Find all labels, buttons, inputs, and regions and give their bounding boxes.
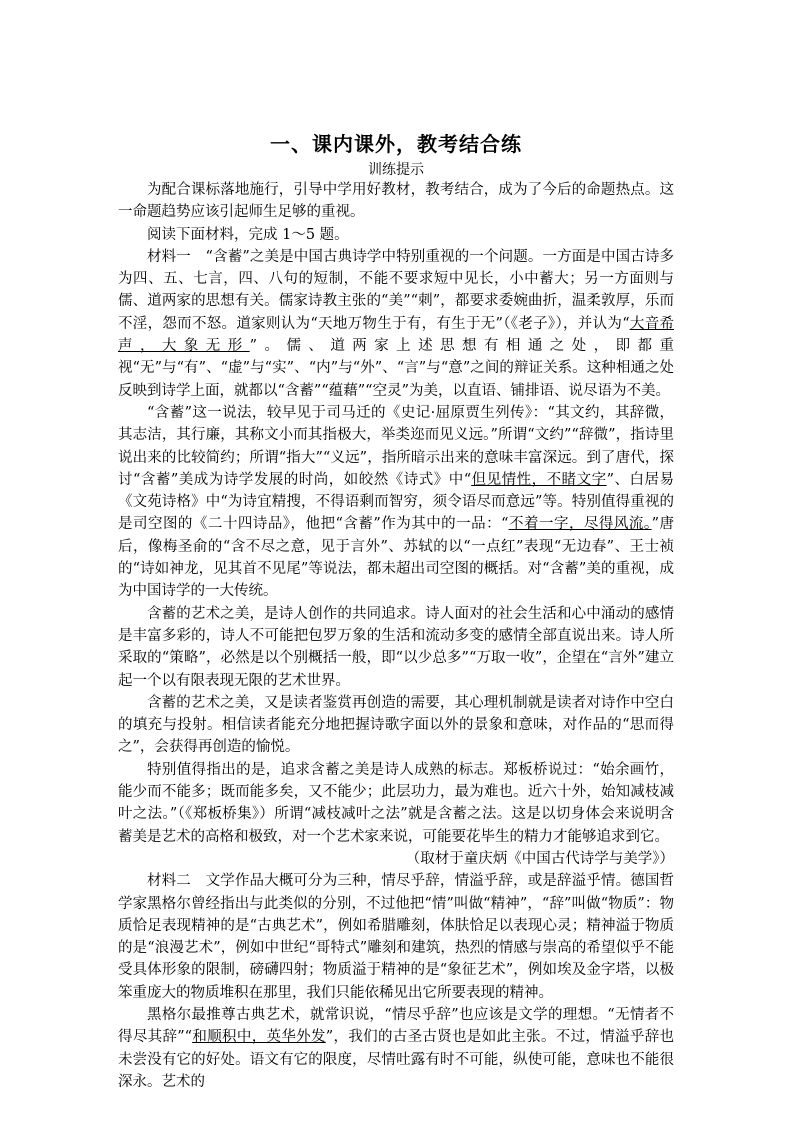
underlined-quote: 不着一字，尽得风流。: [508, 516, 652, 533]
intro-paragraph: 为配合课标落地施行，引导中学用好教材，教考结合，成为了今后的命题热点。这一命题趋势应该引起师生足够的重视。: [118, 182, 674, 221]
text-run: ”、白居易《文苑诗格》中“为诗宜精搜，不得语剩而智穷，须令语尽而意远”等。特别值得重视的是司空图的《二十四诗品》，他把“含蓄”作为其中的一品：“: [118, 471, 675, 533]
document-body: [118, 179, 674, 1093]
text-run: ”唐后，像梅圣俞的“含不尽之意，见于言外”、苏轼的以“一点红”表现“无边春”、王士祯的“诗如神龙，见其首不见尾”等说法，都未超出司空图的概括。对“含蓄”美的重视，成为中国诗学的一大传统。: [118, 516, 674, 600]
instruction-paragraph: 阅读下面材料，完成 1～5 题。: [147, 226, 349, 243]
document-page: [118, 0, 674, 1123]
underlined-quote: 和顺积中，英华外发: [192, 1029, 326, 1046]
underlined-quote: 但见情性，不睹文字: [471, 471, 607, 488]
text-run: ”。儒、道两家上述思想有相通之处，即都重视“无”与“有”、“虚”与“实”、“内”与“外”、“言”与“意”之间的辩证关系。这种相通之处反映到诗学上面，就都以“含蓄”“蕴藉”“空灵”为美，以直语、铺排语、说尽语为不美。: [118, 338, 675, 399]
text-run: “含蓄”这一说法，较早见于司马迁的《史记·屈原贾生列传》：“其文约，其辞微，其志洁，其行廉，其称文小而其指极大，举类迩而见义远。”所谓“文约”“辞微”，指诗里说出来的比较简约；所谓“指大”“义远”，指所暗示出来的意味丰富深远。到了唐代，探讨“含蓄”美成为诗学发展的时尚，如皎然《诗式》中“: [118, 404, 674, 488]
material-one-paragraph-2: [118, 402, 674, 603]
material-two-paragraph-1: 材料二 文学作品大概可分为三种，情尽乎辞，情溢乎辞，或是辞溢乎情。德国哲学家黑格尔曾经指出与此类似的分别，不过他把“情”叫做“精神”，“辞”叫做“物质”：物质恰足表现精神的是“古典艺术”，例如希腊雕刻，体肤恰足以表现心灵；精神溢于物质的是“浪漫艺术”，例如中世纪“哥特式”雕刻和建筑，热烈的情感与崇高的希望似乎不能受具体形象的限制，磅礴四射；物质溢于精神的是“象征艺术”，例如埃及金字塔，以极笨重庞大的物质堆积在那里，我们只能依稀见出它所要表现的精神。: [118, 873, 674, 1001]
material-one-paragraph-5: 特别值得指出的是，追求含蓄之美是诗人成熟的标志。郑板桥说过：“始余画竹，能少而不能多；既而能多矣，又不能少；此层功力，最为难也。近六十外，始知减枝减叶之法。”（《郑板桥集》）所谓“减枝减叶之法”就是含蓄之法。这是以切身体会来说明含蓄美是艺术的高格和极致，对一个艺术家来说，可能要花毕生的精力才能够追求到它。: [118, 761, 674, 845]
text-run: ”，我们的古圣古贤也是如此主张。不过，情溢乎辞也未尝没有它的好处。语文有它的限度，尽情吐露有时不可能，纵使可能，意味也不能很深永。艺术的: [118, 1029, 675, 1090]
material-two-paragraph-2: [118, 1004, 674, 1093]
underlined-quote: 大音希声，大象无形: [118, 315, 674, 355]
text-run: 黑格尔最推尊古典艺术，就常识说，“情尽乎辞”也应该是文学的理想。“无情者不得尽其辞”“: [118, 1006, 674, 1046]
page-title: 一、课内课外，教考结合练: [270, 132, 522, 156]
material-one-paragraph-3: 含蓄的艺术之美，是诗人创作的共同追求。诗人面对的社会生活和心中涌动的感情是丰富多彩的，诗人不可能把包罗万象的生活和流动多变的感情全部直说出来。诗人所采取的“策略”，必然是以个别概括一般，即“以少总多”“万取一收”，企望在“言外”建立起一个以有限表现无限的艺术世界。: [118, 605, 674, 689]
material-one-paragraph-4: 含蓄的艺术之美，又是读者鉴赏再创造的需要，其心理机制就是读者对诗作中空白的填充与投射。相信读者能充分地把握诗歌字面以外的景象和意味，对作品的“思而得之”，会获得再创造的愉悦。: [118, 694, 674, 756]
training-tip-heading: 训练提示: [368, 162, 424, 178]
text-run: 材料一 “含蓄”之美是中国古典诗学中特别重视的一个问题。一方面是中国古诗多为四、五、七言，四、八句的短制，不能不要求短中见长，小中蓄大；另一方面则与儒、道两家的思想有关。儒家诗教主张的“美”“刺”，都要求委婉曲折，温柔敦厚，乐而不淫，怨而不怒。道家则认为“天地万物生于有，有生于无”（《老子》），并认为“: [118, 248, 674, 332]
material-one-source: （取材于童庆炳《中国古代诗学与美学》）: [405, 850, 674, 867]
material-one-paragraph-1: [118, 246, 674, 402]
